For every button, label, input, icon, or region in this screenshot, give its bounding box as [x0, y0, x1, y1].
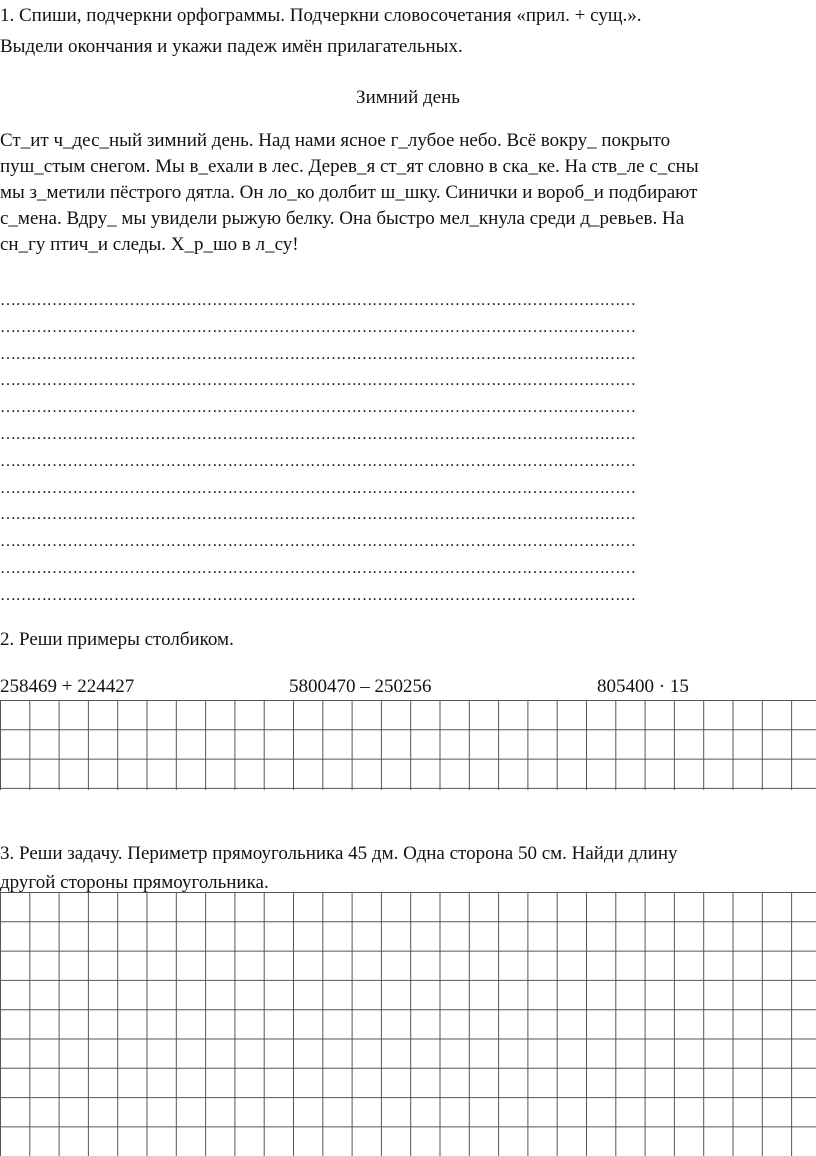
text-line: сн_гу птич_и следы. Х_р_шо в л_су! — [0, 234, 299, 255]
answer-line[interactable]: …………………………………………………………………………………………………………… — [0, 345, 636, 363]
answer-line[interactable]: …………………………………………………………………………………………………………… — [0, 586, 636, 604]
text-line: пуш_стым снегом. Мы в_ехали в лес. Дерев_я ст_ят словно в ска_ке. На ств_ле с_сны — [0, 156, 699, 177]
answer-line[interactable]: …………………………………………………………………………………………………………… — [0, 292, 636, 309]
answer-line[interactable]: …………………………………………………………………………………………………………… — [0, 399, 636, 417]
example-1: 258469 + 224427 — [0, 676, 135, 697]
text-title: Зимний день — [356, 87, 460, 108]
answer-line[interactable]: …………………………………………………………………………………………………………… — [0, 372, 636, 390]
answer-lines — [0, 288, 816, 610]
text-line: с_мена. Вдру_ мы увидели рыжую белку. Она быстро мел_кнула среди д_ревьев. На — [0, 208, 685, 229]
task1-instruction-line1: 1. Спиши, подчеркни орфограммы. Подчеркни словосочетания «прил. + сущ.». — [0, 5, 642, 26]
answer-line[interactable]: …………………………………………………………………………………………………………… — [0, 318, 636, 336]
text-line: мы з_метили пёстрого дятла. Он ло_ко долбит ш_шку. Синички и вороб_и подбирают — [0, 182, 698, 203]
task1-instruction-line2: Выдели окончания и укажи падеж имён прилагательных. — [0, 36, 463, 57]
answer-line[interactable]: …………………………………………………………………………………………………………… — [0, 452, 636, 470]
calculation-grid[interactable] — [0, 700, 816, 792]
example-2: 5800470 – 250256 — [289, 676, 432, 697]
text-line: Ст_ит ч_дес_ный зимний день. Над нами ясное г_лубое небо. Всё вокру_ покрыто — [0, 130, 671, 151]
answer-line[interactable]: …………………………………………………………………………………………………………… — [0, 479, 636, 497]
solution-grid-lines — [0, 892, 816, 1156]
task3-line2: другой стороны прямоугольника. — [0, 872, 269, 893]
task2-heading: 2. Реши примеры столбиком. — [0, 629, 234, 650]
dictation-text — [0, 128, 816, 258]
answer-line[interactable]: …………………………………………………………………………………………………………… — [0, 559, 636, 577]
answer-line[interactable]: …………………………………………………………………………………………………………… — [0, 506, 636, 524]
example-3: 805400 · 15 — [597, 676, 689, 697]
answer-line[interactable]: …………………………………………………………………………………………………………… — [0, 533, 636, 551]
solution-grid[interactable] — [0, 892, 816, 1156]
task3-line1: 3. Реши задачу. Периметр прямоугольника 45 дм. Одна сторона 50 см. Найди длину — [0, 843, 678, 864]
calculation-grid-lines — [0, 700, 816, 792]
answer-line[interactable]: …………………………………………………………………………………………………………… — [0, 425, 636, 443]
